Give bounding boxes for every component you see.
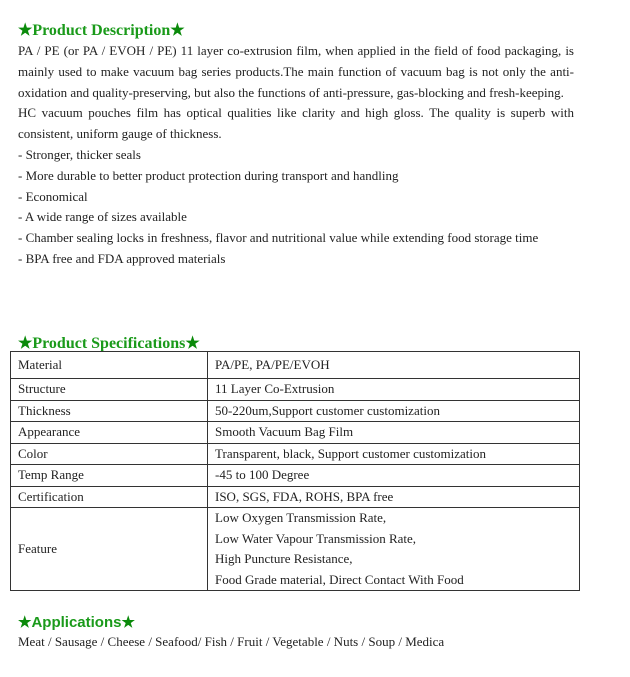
spec-value (208, 443, 580, 465)
feature-bullet: - A wide range of sizes available (18, 209, 187, 225)
table-row (11, 443, 580, 465)
spec-value (208, 486, 580, 508)
feature-bullet: - More durable to better product protection during transport and handling (18, 167, 399, 183)
spec-value (208, 352, 580, 379)
spec-value-line: 11 Layer Co-Extrusion (215, 381, 335, 396)
description-paragraph: PA / PE (or PA / EVOH / PE) 11 layer co-extrusion film, when applied in the field of food packaging, is mainly used to make vacuum bag series products.The main function of vacuum bag is not only the anti-oxidation and quality-preserving, but also the functions of anti-pressure, gas-blocking and fresh-keeping. (18, 43, 574, 100)
star-icon: ★ (18, 22, 33, 39)
description-paragraph: HC vacuum pouches film has optical qualities like clarity and high gloss. The quality is superb with consistent, uniform gauge of thickness. (18, 105, 574, 142)
star-icon: ★ (170, 22, 185, 39)
spec-label: Certification (11, 486, 208, 508)
star-icon: ★ (185, 335, 200, 352)
spec-value-line: High Puncture Resistance, (215, 551, 353, 566)
table-row (11, 465, 580, 487)
star-icon: ★ (18, 614, 32, 631)
spec-value (208, 379, 580, 401)
spec-value-line: Low Water Vapour Transmission Rate, (215, 530, 417, 546)
product-specifications-heading: ★Product Specifications★ (18, 335, 200, 352)
spec-value (208, 400, 580, 422)
feature-bullet: - Stronger, thicker seals (18, 146, 141, 162)
spec-label: Feature (11, 508, 208, 591)
star-icon: ★ (18, 335, 33, 352)
table-row (11, 486, 580, 508)
spec-value-line: PA/PE, PA/PE/EVOH (215, 356, 330, 372)
spec-value-line: ISO, SGS, FDA, ROHS, BPA free (215, 488, 394, 504)
spec-value-line: Transparent, black, Support customer customization (215, 445, 487, 461)
spec-value-line: Food Grade material, Direct Contact With Food (215, 571, 464, 587)
applications-list: Meat / Sausage / Cheese / Seafood/ Fish / Fruit / Vegetable / Nuts / Soup / Medica (18, 634, 445, 649)
feature-bullet: - Economical (18, 188, 88, 204)
product-description-heading: ★Product Description★ (18, 22, 185, 39)
description-text (18, 41, 574, 270)
table-row (11, 422, 580, 444)
spec-label: Temp Range (11, 465, 208, 487)
table-row (11, 352, 580, 379)
spec-value-line: -45 to 100 Degree (215, 467, 310, 482)
spec-label: Structure (11, 379, 208, 401)
spec-label: Thickness (11, 400, 208, 422)
table-row (11, 508, 580, 591)
feature-bullet: - Chamber sealing locks in freshness, flavor and nutritional value while extending food storage time (18, 230, 539, 246)
table-row (11, 400, 580, 422)
spec-value-line: Smooth Vacuum Bag Film (215, 424, 354, 439)
specifications-table (10, 351, 580, 591)
table-row (11, 379, 580, 401)
spec-value (208, 422, 580, 444)
spec-label: Material (11, 352, 208, 379)
applications-heading: ★Applications★ (18, 614, 135, 631)
spec-value (208, 508, 580, 591)
star-icon: ★ (121, 614, 135, 631)
spec-label: Appearance (11, 422, 208, 444)
spec-label: Color (11, 443, 208, 465)
spec-value-line: 50-220um,Support customer customization (215, 402, 440, 418)
feature-bullet: - BPA free and FDA approved materials (18, 250, 226, 266)
spec-value-line: Low Oxygen Transmission Rate, (215, 510, 387, 525)
spec-value (208, 465, 580, 487)
